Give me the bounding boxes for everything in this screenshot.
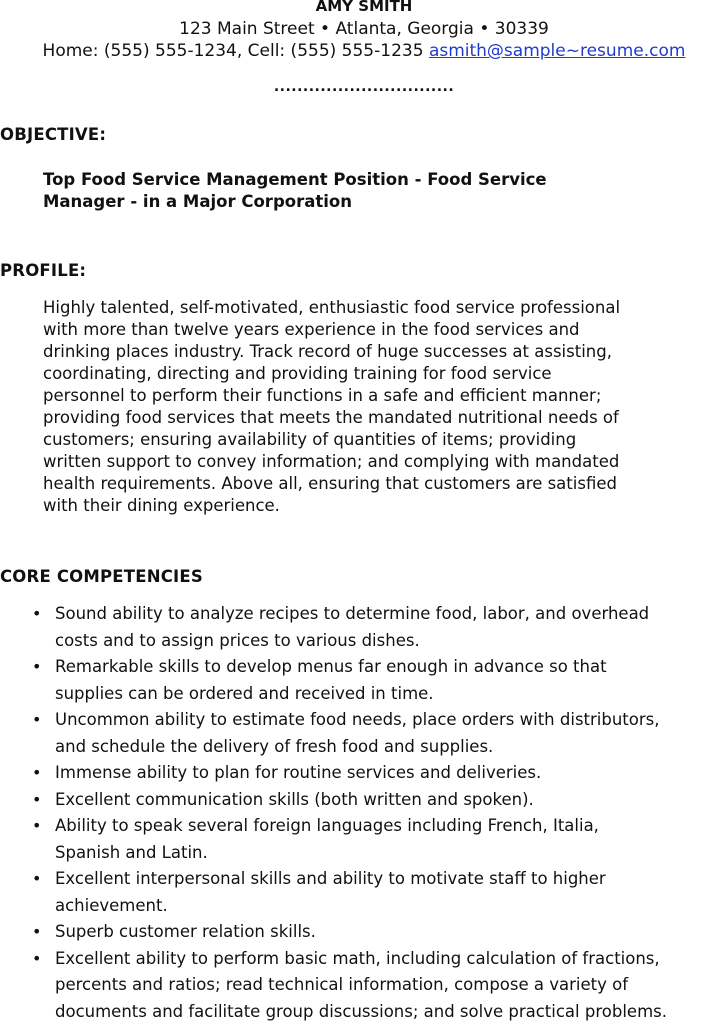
email-link[interactable]: asmith@sample~resume.com [429, 41, 686, 61]
profile-line: health requirements. Above all, ensuring that customers are satisfied [43, 473, 723, 495]
resume-contact-line [0, 40, 728, 62]
competency-line: costs and to assign prices to various dishes. [55, 628, 724, 655]
bullet-icon: • [32, 707, 41, 734]
competency-line: Excellent ability to perform basic math, including calculation of fractions, [55, 946, 724, 973]
bullet-icon: • [32, 866, 41, 893]
profile-line: drinking places industry. Track record of huge successes at assisting, [43, 341, 723, 363]
profile-text [43, 297, 723, 517]
profile-line: personnel to perform their functions in a safe and efficient manner; [43, 385, 723, 407]
competency-line: Immense ability to plan for routine services and deliveries. [55, 760, 724, 787]
list-item [0, 654, 728, 707]
competency-line: and schedule the delivery of fresh food and supplies. [55, 734, 724, 761]
competencies-list [0, 601, 728, 1025]
list-item [0, 813, 728, 866]
objective-line: Manager - in a Major Corporation [43, 191, 643, 213]
bullet-icon: • [32, 919, 41, 946]
bullet-icon: • [32, 760, 41, 787]
competency-line: Sound ability to analyze recipes to determine food, labor, and overhead [55, 601, 724, 628]
resume-address: 123 Main Street • Atlanta, Georgia • 30339 [0, 18, 728, 40]
profile-line: with their dining experience. [43, 495, 723, 517]
competency-line: Superb customer relation skills. [55, 919, 724, 946]
competency-line: Uncommon ability to estimate food needs, place orders with distributors, [55, 707, 724, 734]
competency-line: documents and facilitate group discussions; and solve practical problems. [55, 999, 724, 1025]
list-item [0, 946, 728, 1025]
list-item [0, 866, 728, 919]
list-item [0, 787, 728, 814]
objective-text [43, 169, 643, 213]
competency-line: Remarkable skills to develop menus far enough in advance so that [55, 654, 724, 681]
profile-line: written support to convey information; and complying with mandated [43, 451, 723, 473]
list-item [0, 601, 728, 654]
objective-heading: OBJECTIVE: [0, 124, 106, 146]
resume-name: AMY SMITH [0, 0, 728, 16]
competency-line: achievement. [55, 893, 724, 920]
list-item [0, 760, 728, 787]
bullet-icon: • [32, 601, 41, 628]
competency-line: Ability to speak several foreign languages including French, Italia, [55, 813, 724, 840]
bullet-icon: • [32, 946, 41, 973]
profile-line: with more than twelve years experience in the food services and [43, 319, 723, 341]
competency-line: supplies can be ordered and received in time. [55, 681, 724, 708]
bullet-icon: • [32, 654, 41, 681]
profile-heading: PROFILE: [0, 260, 86, 282]
list-item [0, 707, 728, 760]
competency-line: Excellent interpersonal skills and ability to motivate staff to higher [55, 866, 724, 893]
header-divider: ............................... [0, 78, 728, 96]
list-item [0, 919, 728, 946]
competency-line: Spanish and Latin. [55, 840, 724, 867]
phone-numbers: Home: (555) 555-1234, Cell: (555) 555-1235 [43, 41, 424, 61]
profile-line: coordinating, directing and providing training for food service [43, 363, 723, 385]
objective-line: Top Food Service Management Position - Food Service [43, 169, 643, 191]
profile-line: Highly talented, self-motivated, enthusiastic food service professional [43, 297, 723, 319]
competencies-heading: CORE COMPETENCIES [0, 566, 203, 588]
bullet-icon: • [32, 813, 41, 840]
profile-line: customers; ensuring availability of quantities of items; providing [43, 429, 723, 451]
bullet-icon: • [32, 787, 41, 814]
profile-line: providing food services that meets the mandated nutritional needs of [43, 407, 723, 429]
competency-line: percents and ratios; read technical information, compose a variety of [55, 972, 724, 999]
competency-line: Excellent communication skills (both written and spoken). [55, 787, 724, 814]
